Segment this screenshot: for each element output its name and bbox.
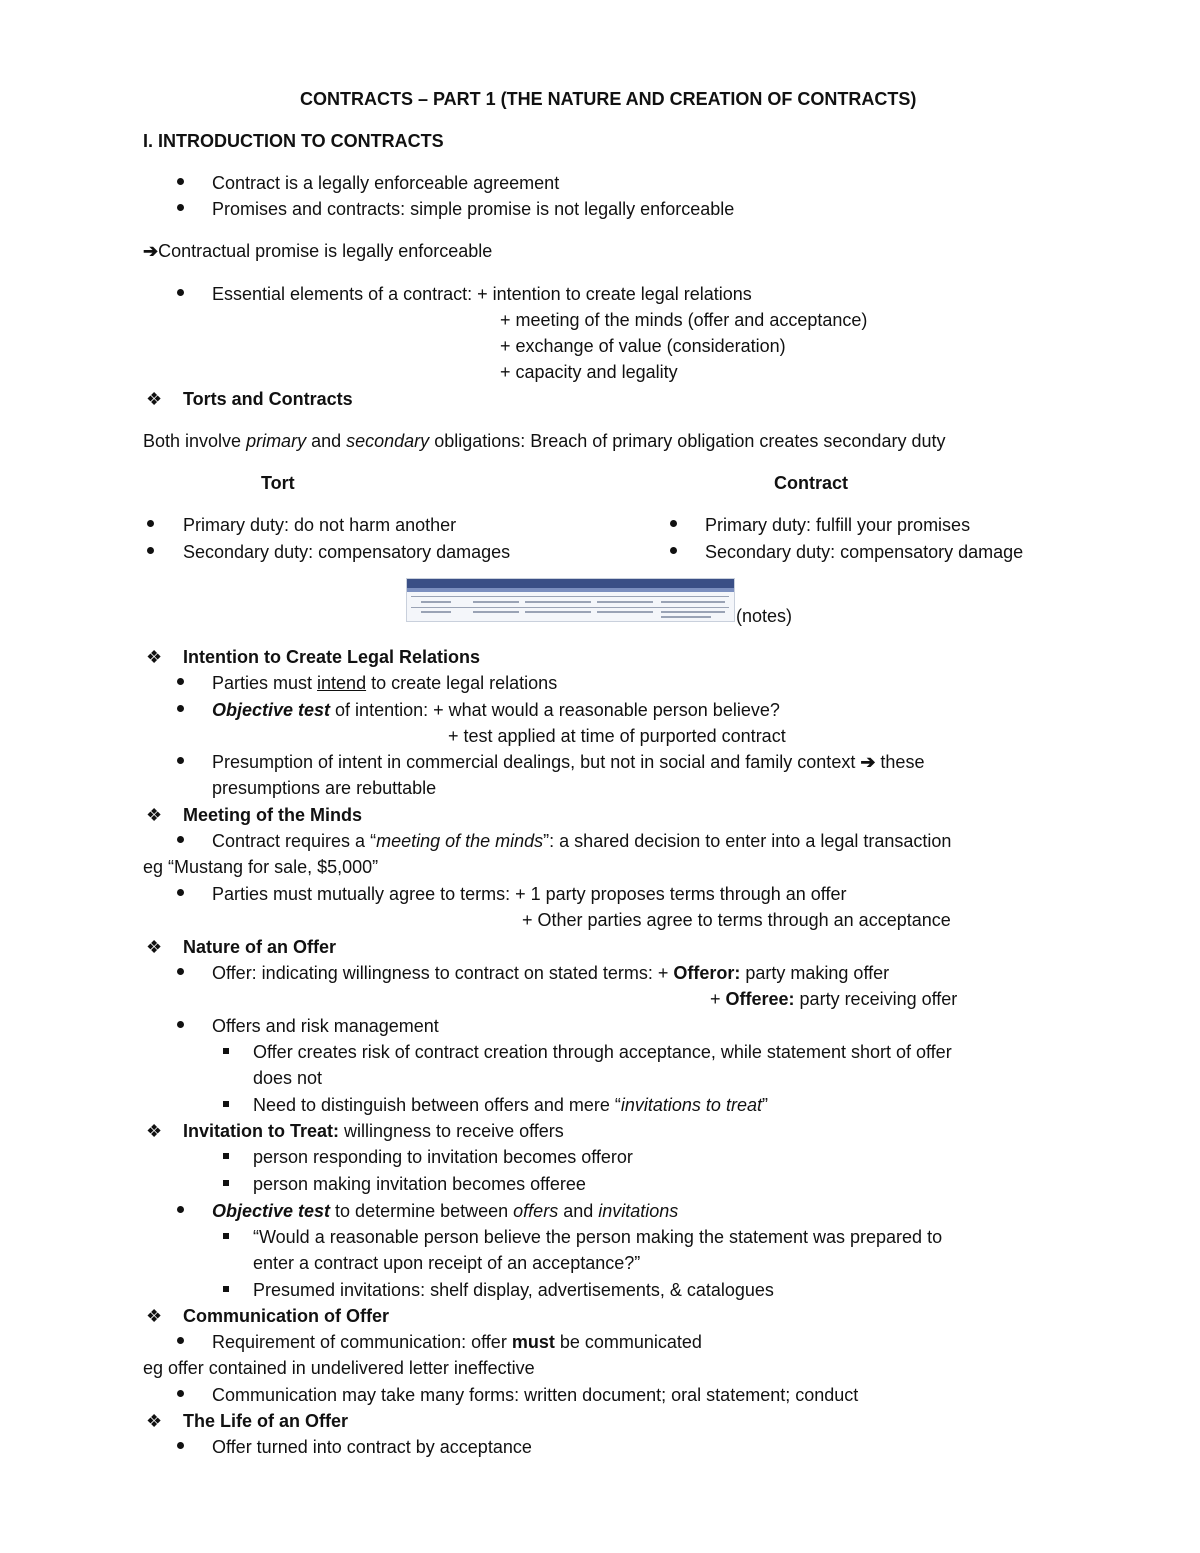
text-run: Objective test — [212, 1201, 331, 1221]
offer-bullet — [212, 962, 889, 984]
text-run: primary — [246, 431, 307, 451]
offer-subbullet: Offer creates risk of contract creation through acceptance, while statement short of offer — [253, 1042, 952, 1062]
bullet-icon — [177, 1337, 184, 1344]
intention-sub: + test applied at time of purported contract — [448, 726, 786, 746]
elements-bullet: Essential elements of a contract: + intention to create legal relations — [212, 284, 752, 304]
bullet-icon — [177, 204, 184, 211]
thumb-line — [421, 611, 451, 613]
element-item: + capacity and legality — [500, 362, 678, 382]
thumb-rule — [411, 596, 729, 597]
text-run: be communicated — [554, 1332, 702, 1352]
minds-bullet — [212, 830, 951, 852]
notes-label: (notes) — [736, 606, 793, 626]
thumb-line — [661, 616, 711, 618]
section-heading: I. INTRODUCTION TO CONTRACTS — [143, 131, 444, 151]
text-run: these — [875, 752, 925, 772]
thumb-line — [661, 611, 725, 613]
text-run: ” — [761, 1095, 768, 1115]
thumb-line — [473, 601, 519, 603]
text-run: invitations — [598, 1201, 679, 1221]
text-run: party making offer — [740, 963, 890, 983]
square-bullet-icon — [223, 1153, 229, 1159]
minds-bullet: Parties must mutually agree to terms: + 1 party proposes terms through an offer — [212, 884, 847, 904]
bullet-icon — [177, 289, 184, 296]
text-run: Need to distinguish between offers and mere “ — [253, 1095, 621, 1115]
text-run: of intention: + what would a reasonable person believe? — [330, 700, 780, 720]
text-run: obligations: Breach of primary obligation creates secondary duty — [429, 431, 946, 451]
page-title: CONTRACTS – PART 1 (THE NATURE AND CREATION OF CONTRACTS) — [300, 89, 917, 109]
thumb-header — [407, 579, 734, 588]
bullet-icon — [177, 1206, 184, 1213]
contract-item: Secondary duty: compensatory damage — [705, 542, 1024, 562]
bullet-icon — [177, 678, 184, 685]
thumb-rule — [411, 607, 729, 608]
text-run: Offeror: — [673, 963, 741, 983]
thumb-line — [525, 601, 591, 603]
text-run: and — [558, 1201, 599, 1221]
intention-cont: presumptions are rebuttable — [212, 778, 437, 798]
square-bullet-icon — [223, 1048, 229, 1054]
thumb-line — [525, 611, 591, 613]
communication-heading: Communication of Offer — [183, 1306, 389, 1326]
text-run: Offer: indicating willingness to contract on stated terms: + — [212, 963, 674, 983]
offer-heading: Nature of an Offer — [183, 937, 337, 957]
text-run: Parties must — [212, 673, 318, 693]
thumb-line — [473, 611, 519, 613]
text-run: Invitation to Treat: — [183, 1121, 340, 1141]
text-run: to create legal relations — [366, 673, 558, 693]
arrow-icon: ➔ — [860, 752, 876, 772]
minds-heading: Meeting of the Minds — [183, 805, 362, 825]
offer-bullet: Offers and risk management — [212, 1016, 439, 1036]
square-bullet-icon — [223, 1180, 229, 1186]
square-bullet-icon — [223, 1286, 229, 1292]
bullet-icon — [177, 1442, 184, 1449]
bullet-icon — [177, 968, 184, 975]
text-run: to determine between — [330, 1201, 514, 1221]
text-run: Objective test — [212, 700, 331, 720]
text-run: secondary — [346, 431, 430, 451]
arrow-line — [143, 240, 492, 262]
intro-bullet: Promises and contracts: simple promise is not legally enforceable — [212, 199, 735, 219]
diamond-icon: ❖ — [146, 1121, 163, 1141]
intention-bullet — [212, 751, 924, 773]
notes-thumbnail-image — [406, 578, 735, 622]
bullet-icon — [177, 1021, 184, 1028]
minds-example: eg “Mustang for sale, $5,000” — [143, 857, 379, 877]
bullet-icon — [177, 889, 184, 896]
text-run: + — [710, 989, 726, 1009]
thumb-line — [597, 611, 653, 613]
invitation-subbullet: person responding to invitation becomes offeror — [253, 1147, 633, 1167]
col-tort-header: Tort — [261, 473, 295, 493]
text-run: Contract requires a “ — [212, 831, 377, 851]
bullet-icon — [670, 520, 677, 527]
life-bullet: Offer turned into contract by acceptance — [212, 1437, 532, 1457]
invitation-subbullet: person making invitation becomes offeree — [253, 1174, 586, 1194]
intro-bullet: Contract is a legally enforceable agreement — [212, 173, 560, 193]
tort-item: Primary duty: do not harm another — [183, 515, 457, 535]
text-run: willingness to receive offers — [339, 1121, 564, 1141]
arrow-line-text: Contractual promise is legally enforceable — [158, 241, 493, 261]
arrow-icon: ➔ — [143, 241, 159, 261]
square-bullet-icon — [223, 1233, 229, 1239]
torts-heading: Torts and Contracts — [183, 389, 353, 409]
text-run: must — [511, 1332, 555, 1352]
bullet-icon — [177, 836, 184, 843]
element-item: + meeting of the minds (offer and acceptance) — [500, 310, 868, 330]
text-run: party receiving offer — [794, 989, 958, 1009]
intention-bullet — [212, 672, 557, 694]
invitation-subbullet-cont: enter a contract upon receipt of an acceptance?” — [253, 1253, 641, 1273]
invitation-bullet — [212, 1200, 678, 1222]
life-heading: The Life of an Offer — [183, 1411, 349, 1431]
communication-bullet — [212, 1331, 702, 1353]
communication-bullet: Communication may take many forms: written document; oral statement; conduct — [212, 1385, 859, 1405]
bullet-icon — [177, 757, 184, 764]
bullet-icon — [670, 547, 677, 554]
thumb-subheader — [407, 588, 734, 592]
square-bullet-icon — [223, 1101, 229, 1107]
communication-example: eg offer contained in undelivered letter ineffective — [143, 1358, 535, 1378]
text-run: intend — [317, 673, 367, 693]
text-run: Offeree: — [725, 989, 795, 1009]
diamond-icon: ❖ — [146, 937, 163, 957]
col-contract-header: Contract — [774, 473, 849, 493]
offer-subbullet — [253, 1094, 768, 1116]
invitation-heading — [183, 1120, 564, 1142]
text-run: Requirement of communication: offer — [212, 1332, 512, 1352]
offer-subbullet-cont: does not — [253, 1068, 323, 1088]
element-item: + exchange of value (consideration) — [500, 336, 786, 356]
minds-sub: + Other parties agree to terms through an acceptance — [522, 910, 951, 930]
diamond-icon: ❖ — [146, 805, 163, 825]
contract-item: Primary duty: fulfill your promises — [705, 515, 971, 535]
diamond-icon: ❖ — [146, 389, 163, 409]
text-run: and — [306, 431, 347, 451]
tort-item: Secondary duty: compensatory damages — [183, 542, 511, 562]
diamond-icon: ❖ — [146, 647, 163, 667]
offer-sub — [710, 988, 957, 1010]
text-run: ”: a shared decision to enter into a legal transaction — [543, 831, 952, 851]
invitation-subbullet: Presumed invitations: shelf display, advertisements, & catalogues — [253, 1280, 774, 1300]
text-run: offers — [513, 1201, 559, 1221]
intention-heading: Intention to Create Legal Relations — [183, 647, 481, 667]
torts-intro — [143, 430, 945, 452]
thumb-line — [661, 601, 725, 603]
diamond-icon: ❖ — [146, 1411, 163, 1431]
text-run: invitations to treat — [620, 1095, 762, 1115]
bullet-icon — [147, 547, 154, 554]
thumb-line — [597, 601, 653, 603]
bullet-icon — [147, 520, 154, 527]
bullet-icon — [177, 705, 184, 712]
intention-bullet — [212, 699, 780, 721]
diamond-icon: ❖ — [146, 1306, 163, 1326]
text-run: Both involve — [143, 431, 247, 451]
bullet-icon — [177, 1390, 184, 1397]
text-run: Presumption of intent in commercial dealings, but not in social and family context — [212, 752, 861, 772]
text-run: meeting of the minds — [376, 831, 544, 851]
thumb-line — [421, 601, 451, 603]
invitation-subbullet: “Would a reasonable person believe the person making the statement was prepared to — [253, 1227, 943, 1247]
bullet-icon — [177, 178, 184, 185]
